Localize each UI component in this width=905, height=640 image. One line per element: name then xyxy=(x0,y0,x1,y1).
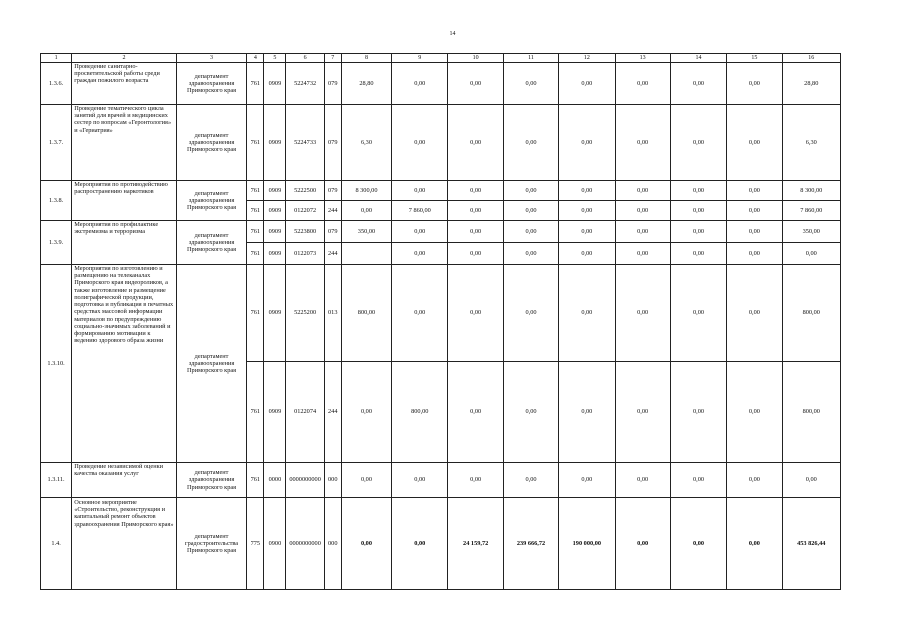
activity-name: Проведение независимой оценки качества оказания услуг xyxy=(72,463,177,498)
column-number-row xyxy=(41,54,841,63)
department: департамент здравоохранения Приморского края xyxy=(176,181,246,221)
cell: 0,00 xyxy=(615,63,670,105)
col-header: 1 xyxy=(41,54,72,63)
cell: 244 xyxy=(324,362,341,463)
table-row xyxy=(41,463,841,498)
department: департамент здравоохранения Приморского края xyxy=(176,221,246,265)
cell: 0,00 xyxy=(503,265,558,362)
cell: 0,00 xyxy=(503,201,558,221)
cell: 0,00 xyxy=(615,463,670,498)
cell: 0,00 xyxy=(559,265,615,362)
cell: 6,30 xyxy=(782,105,840,181)
row-number: 1.3.8. xyxy=(41,181,72,221)
cell: 0,00 xyxy=(448,243,503,265)
cell: 0,00 xyxy=(615,221,670,243)
cell: 761 xyxy=(247,243,264,265)
cell: 0,00 xyxy=(392,63,448,105)
cell: 6,30 xyxy=(341,105,391,181)
cell: 0,00 xyxy=(727,362,782,463)
cell: 0,00 xyxy=(615,243,670,265)
cell: 0,00 xyxy=(670,243,726,265)
cell: 0,00 xyxy=(392,221,448,243)
cell: 761 xyxy=(247,181,264,201)
cell: 0909 xyxy=(264,63,286,105)
cell: 000 xyxy=(324,463,341,498)
col-header: 15 xyxy=(727,54,782,63)
col-header: 4 xyxy=(247,54,264,63)
cell: 7 860,00 xyxy=(782,201,840,221)
cell: 0,00 xyxy=(782,243,840,265)
cell: 0,00 xyxy=(615,362,670,463)
cell: 0122073 xyxy=(286,243,324,265)
cell: 079 xyxy=(324,221,341,243)
cell: 761 xyxy=(247,63,264,105)
cell: 0,00 xyxy=(670,181,726,201)
cell: 0,00 xyxy=(503,362,558,463)
cell: 079 xyxy=(324,181,341,201)
cell: 0,00 xyxy=(559,105,615,181)
cell: 0,00 xyxy=(670,201,726,221)
cell: 0909 xyxy=(264,243,286,265)
cell: 0,00 xyxy=(559,221,615,243)
col-header: 11 xyxy=(503,54,558,63)
cell: 7 860,00 xyxy=(392,201,448,221)
col-header: 16 xyxy=(782,54,840,63)
col-header: 2 xyxy=(72,54,177,63)
row-number: 1.3.10. xyxy=(41,265,72,463)
cell: 0,00 xyxy=(341,463,391,498)
cell: 761 xyxy=(247,201,264,221)
col-header: 14 xyxy=(670,54,726,63)
cell: 0,00 xyxy=(392,105,448,181)
col-header: 3 xyxy=(176,54,246,63)
department: департамент здравоохранения Приморского края xyxy=(176,63,246,105)
cell: 0,00 xyxy=(615,498,670,590)
cell: 0909 xyxy=(264,221,286,243)
activity-name: Мероприятия по изготовлению и размещению на телеканалах Приморского края видеороликов, а также изготовление и размещение полиграфической продукции, подготовка и публикация в печатных средствах массовой информации материалов по предупреждению социально-значимых заболеваний и формированию мотивации к ведению здорового образа жизни xyxy=(72,265,177,463)
cell: 0,00 xyxy=(670,221,726,243)
cell: 244 xyxy=(324,243,341,265)
table-row xyxy=(41,221,841,243)
cell: 0,00 xyxy=(503,243,558,265)
col-header: 8 xyxy=(341,54,391,63)
cell: 0122074 xyxy=(286,362,324,463)
activity-name: Основное мероприятие «Строительство, реконструкция и капитальный ремонт объектов здравоохранения Приморского края» xyxy=(72,498,177,590)
cell: 0909 xyxy=(264,181,286,201)
col-header: 9 xyxy=(392,54,448,63)
cell xyxy=(341,243,391,265)
cell: 761 xyxy=(247,265,264,362)
cell: 0,00 xyxy=(503,463,558,498)
table-row xyxy=(41,181,841,201)
budget-table xyxy=(40,53,841,590)
cell: 28,80 xyxy=(341,63,391,105)
cell: 244 xyxy=(324,201,341,221)
cell: 350,00 xyxy=(782,221,840,243)
department: департамент здравоохранения Приморского края xyxy=(176,265,246,463)
cell: 0,00 xyxy=(615,105,670,181)
col-header: 12 xyxy=(559,54,615,63)
cell: 28,80 xyxy=(782,63,840,105)
cell: 761 xyxy=(247,105,264,181)
cell: 0,00 xyxy=(782,463,840,498)
page-number: 14 xyxy=(449,31,456,37)
cell: 0,00 xyxy=(727,221,782,243)
cell: 5224733 xyxy=(286,105,324,181)
cell: 0,00 xyxy=(448,105,503,181)
cell: 0,00 xyxy=(670,463,726,498)
cell: 453 826,44 xyxy=(782,498,840,590)
cell: 0000000000 xyxy=(286,498,324,590)
row-number: 1.3.9. xyxy=(41,221,72,265)
table-row xyxy=(41,63,841,105)
cell: 0,00 xyxy=(559,63,615,105)
cell: 0,00 xyxy=(448,63,503,105)
col-header: 10 xyxy=(448,54,503,63)
cell: 761 xyxy=(247,463,264,498)
cell: 0000 xyxy=(264,463,286,498)
cell: 0909 xyxy=(264,201,286,221)
cell: 775 xyxy=(247,498,264,590)
cell: 800,00 xyxy=(782,362,840,463)
cell: 0,00 xyxy=(503,105,558,181)
table-row xyxy=(41,265,841,362)
cell: 079 xyxy=(324,63,341,105)
row-number: 1.3.6. xyxy=(41,63,72,105)
activity-name: Проведение тематического цикла занятий для врачей и медицинских сестер по вопросам «Геронтология» и «Гериатрия» xyxy=(72,105,177,181)
cell: 0,00 xyxy=(727,63,782,105)
cell: 079 xyxy=(324,105,341,181)
cell: 0,00 xyxy=(727,498,782,590)
cell: 761 xyxy=(247,362,264,463)
row-number: 1.3.7. xyxy=(41,105,72,181)
cell: 0,00 xyxy=(727,201,782,221)
cell: 0,00 xyxy=(670,105,726,181)
cell: 0,00 xyxy=(559,201,615,221)
cell: 0,00 xyxy=(448,201,503,221)
cell: 0,00 xyxy=(392,463,448,498)
cell: 0,00 xyxy=(559,181,615,201)
row-number: 1.4. xyxy=(41,498,72,590)
cell: 0,00 xyxy=(392,181,448,201)
cell: 8 300,00 xyxy=(782,181,840,201)
department: департамент здравоохранения Приморского края xyxy=(176,463,246,498)
cell: 0909 xyxy=(264,105,286,181)
cell: 0,00 xyxy=(559,463,615,498)
cell: 0,00 xyxy=(503,181,558,201)
activity-name: Мероприятия по противодействию распространению наркотиков xyxy=(72,181,177,221)
cell: 5223800 xyxy=(286,221,324,243)
activity-name: Мероприятия по профилактике экстремизма и терроризма xyxy=(72,221,177,265)
cell: 350,00 xyxy=(341,221,391,243)
cell: 8 300,00 xyxy=(341,181,391,201)
cell: 5225200 xyxy=(286,265,324,362)
cell: 0,00 xyxy=(448,265,503,362)
department: департамент здравоохранения Приморского края xyxy=(176,105,246,181)
cell: 5222500 xyxy=(286,181,324,201)
cell: 0,00 xyxy=(503,63,558,105)
cell: 800,00 xyxy=(392,362,448,463)
cell: 0,00 xyxy=(727,265,782,362)
cell: 0,00 xyxy=(670,362,726,463)
cell: 190 000,00 xyxy=(559,498,615,590)
cell: 0,00 xyxy=(392,243,448,265)
cell: 0,00 xyxy=(727,105,782,181)
department: департамент градостроительства Приморского края xyxy=(176,498,246,590)
cell: 0,00 xyxy=(341,498,391,590)
col-header: 5 xyxy=(264,54,286,63)
cell: 0,00 xyxy=(448,362,503,463)
cell: 0,00 xyxy=(670,63,726,105)
cell: 0,00 xyxy=(559,243,615,265)
cell: 0,00 xyxy=(448,221,503,243)
table-row xyxy=(41,105,841,181)
cell: 0,00 xyxy=(341,201,391,221)
cell: 0,00 xyxy=(727,243,782,265)
cell: 0909 xyxy=(264,265,286,362)
cell: 0900 xyxy=(264,498,286,590)
cell: 800,00 xyxy=(782,265,840,362)
cell: 239 666,72 xyxy=(503,498,558,590)
cell: 0909 xyxy=(264,362,286,463)
cell: 0000000000 xyxy=(286,463,324,498)
cell: 0,00 xyxy=(615,181,670,201)
cell: 0,00 xyxy=(559,362,615,463)
cell: 5224732 xyxy=(286,63,324,105)
cell: 0122072 xyxy=(286,201,324,221)
cell: 0,00 xyxy=(727,463,782,498)
cell: 0,00 xyxy=(503,221,558,243)
cell: 0,00 xyxy=(448,463,503,498)
cell: 0,00 xyxy=(341,362,391,463)
col-header: 7 xyxy=(324,54,341,63)
cell: 24 159,72 xyxy=(448,498,503,590)
table-row xyxy=(41,498,841,590)
cell: 0,00 xyxy=(670,265,726,362)
cell: 0,00 xyxy=(615,265,670,362)
cell: 0,00 xyxy=(615,201,670,221)
cell: 761 xyxy=(247,221,264,243)
cell: 800,00 xyxy=(341,265,391,362)
activity-name: Проведение санитарно-просветительской работы среди граждан пожилого возраста xyxy=(72,63,177,105)
cell: 0,00 xyxy=(392,498,448,590)
col-header: 6 xyxy=(286,54,324,63)
cell: 0,00 xyxy=(392,265,448,362)
cell: 013 xyxy=(324,265,341,362)
col-header: 13 xyxy=(615,54,670,63)
cell: 000 xyxy=(324,498,341,590)
cell: 0,00 xyxy=(448,181,503,201)
cell: 0,00 xyxy=(727,181,782,201)
row-number: 1.3.11. xyxy=(41,463,72,498)
cell: 0,00 xyxy=(670,498,726,590)
